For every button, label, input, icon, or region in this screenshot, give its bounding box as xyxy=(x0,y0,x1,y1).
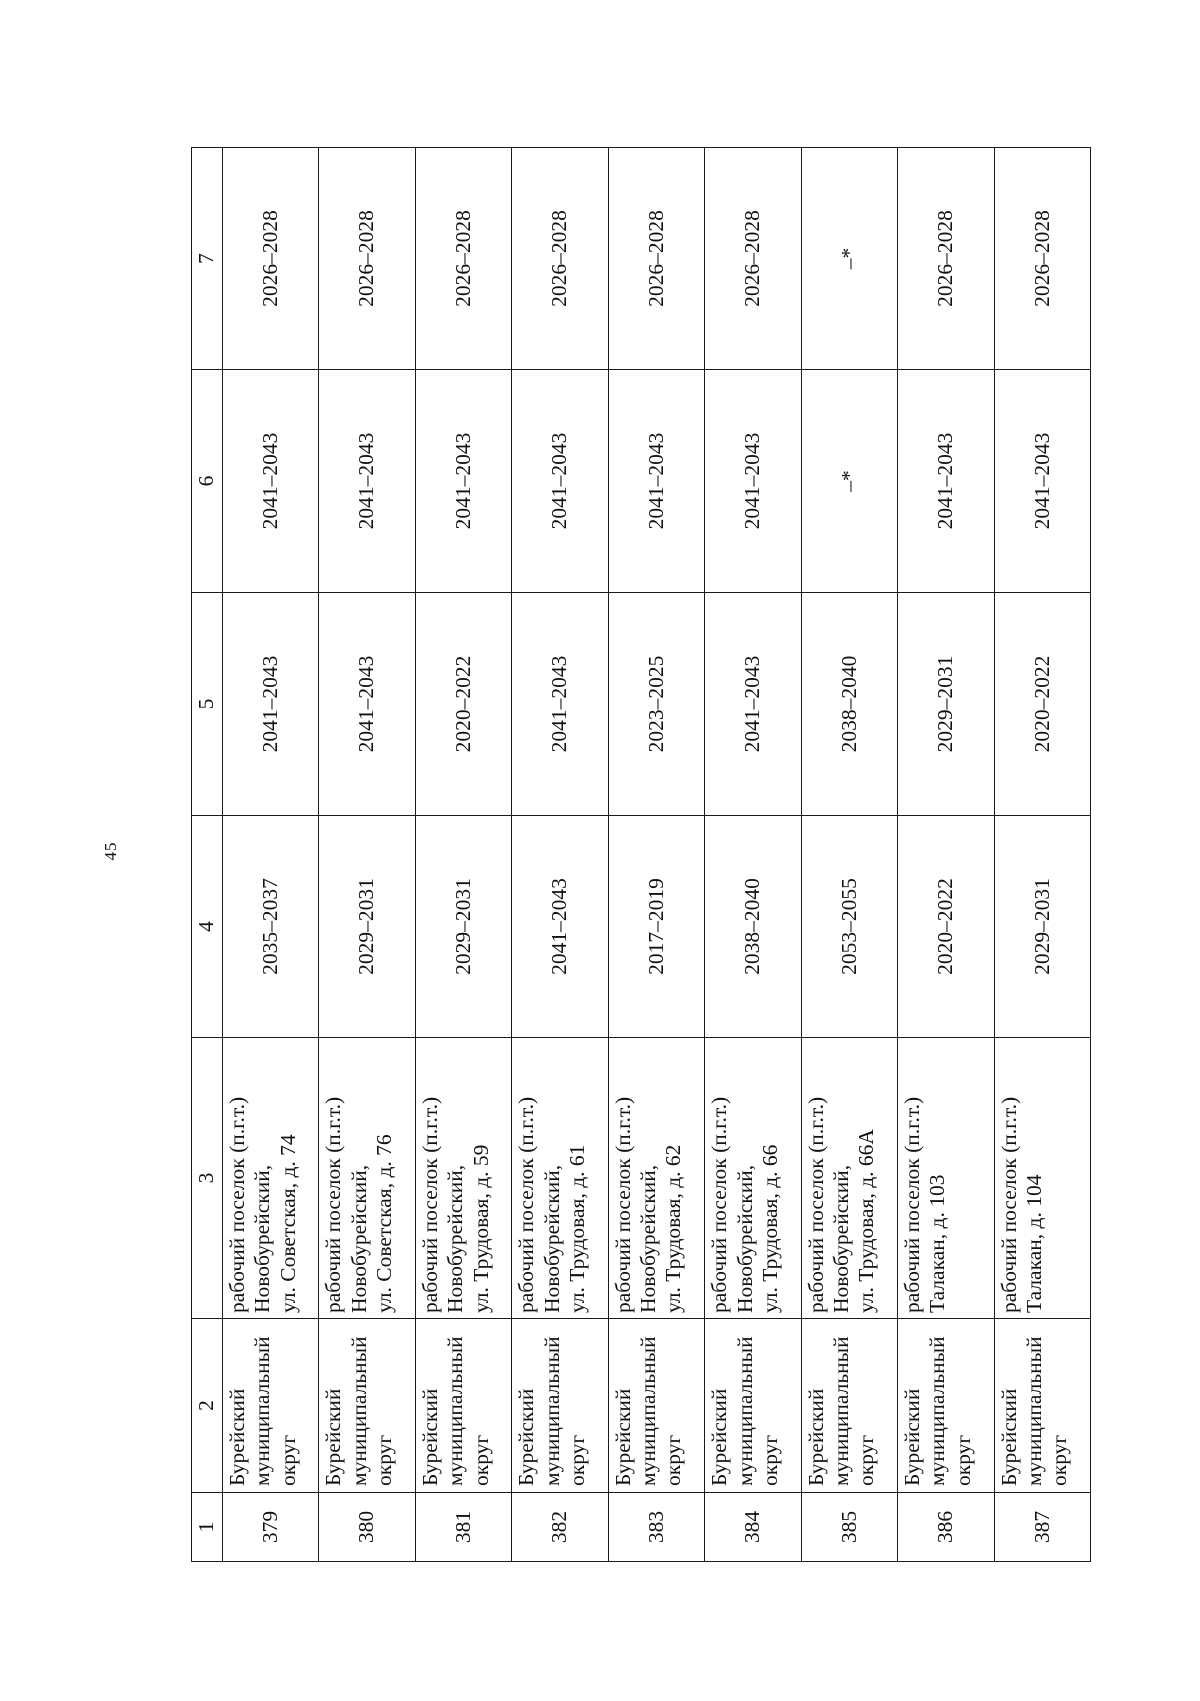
table-header xyxy=(192,148,223,1562)
table-body xyxy=(223,148,1091,1562)
address-cell xyxy=(705,1038,801,1319)
address-cell xyxy=(801,1038,897,1319)
district-cell xyxy=(319,1319,415,1493)
column-header-4: 4 xyxy=(192,816,223,1038)
address-line: Новобурейский, xyxy=(828,1164,853,1313)
period-cell-col5: 2023–2025 xyxy=(608,593,704,816)
district-cell xyxy=(512,1319,608,1493)
district-line: округ xyxy=(950,1434,975,1486)
period-cell-col4: 2029–2031 xyxy=(415,816,511,1038)
address-line: ул. Трудовая, д. 59 xyxy=(468,1144,493,1313)
address-cell xyxy=(608,1038,704,1319)
address-line: ул. Советская, д. 76 xyxy=(372,1134,397,1313)
address-line: рабочий поселок (п.г.т.) xyxy=(803,1096,828,1313)
column-header-3: 3 xyxy=(192,1038,223,1319)
address-line: Новобурейский, xyxy=(346,1164,371,1313)
address-cell xyxy=(415,1038,511,1319)
address-line: Новобурейский, xyxy=(636,1164,661,1313)
period-cell-col5: 2029–2031 xyxy=(898,593,994,816)
period-cell-col7: 2026–2028 xyxy=(994,148,1091,370)
column-header-2: 2 xyxy=(192,1319,223,1493)
period-cell-col7: 2026–2028 xyxy=(705,148,801,370)
period-cell-col6: 2041–2043 xyxy=(223,370,319,593)
address-line: Новобурейский, xyxy=(732,1164,757,1313)
row-number-cell: 381 xyxy=(415,1493,511,1562)
table-row xyxy=(223,148,319,1562)
address-line: Новобурейский, xyxy=(443,1164,468,1313)
row-number-cell: 383 xyxy=(608,1493,704,1562)
district-line: Бурейский xyxy=(996,1388,1021,1486)
district-cell xyxy=(415,1319,511,1493)
row-number-cell: 385 xyxy=(801,1493,897,1562)
period-cell-col7: –* xyxy=(801,148,897,370)
period-cell-col6: 2041–2043 xyxy=(705,370,801,593)
address-line: ул. Советская, д. 74 xyxy=(275,1134,300,1313)
period-cell-col5: 2020–2022 xyxy=(415,593,511,816)
period-cell-col6: 2041–2043 xyxy=(415,370,511,593)
district-line: муниципальный xyxy=(732,1336,757,1486)
district-line: округ xyxy=(468,1434,493,1486)
table-row xyxy=(608,148,704,1562)
period-cell-col7: 2026–2028 xyxy=(512,148,608,370)
period-cell-col5: 2038–2040 xyxy=(801,593,897,816)
table-row xyxy=(705,148,801,1562)
district-line: муниципальный xyxy=(925,1336,950,1486)
address-cell xyxy=(319,1038,415,1319)
period-cell-col6: 2041–2043 xyxy=(512,370,608,593)
district-line: муниципальный xyxy=(636,1336,661,1486)
period-cell-col4: 2017–2019 xyxy=(608,816,704,1038)
address-line: Новобурейский, xyxy=(539,1164,564,1313)
row-number-cell: 382 xyxy=(512,1493,608,1562)
district-line: муниципальный xyxy=(1021,1336,1046,1486)
district-cell xyxy=(705,1319,801,1493)
period-cell-col4: 2029–2031 xyxy=(994,816,1091,1038)
address-line: рабочий поселок (п.г.т.) xyxy=(996,1096,1021,1313)
district-line: округ xyxy=(757,1434,782,1486)
address-line: Талакан, д. 104 xyxy=(1021,1174,1046,1313)
address-line: рабочий поселок (п.г.т.) xyxy=(900,1096,925,1313)
period-cell-col4: 2038–2040 xyxy=(705,816,801,1038)
district-line: Бурейский xyxy=(417,1388,442,1486)
column-header-7: 7 xyxy=(192,148,223,370)
table-row xyxy=(319,148,415,1562)
period-cell-col5: 2041–2043 xyxy=(223,593,319,816)
address-cell xyxy=(512,1038,608,1319)
period-cell-col4: 2020–2022 xyxy=(898,816,994,1038)
district-line: Бурейский xyxy=(900,1388,925,1486)
period-cell-col7: 2026–2028 xyxy=(415,148,511,370)
address-line: рабочий поселок (п.г.т.) xyxy=(707,1096,732,1313)
address-line: ул. Трудовая, д. 66А xyxy=(854,1129,879,1313)
district-line: округ xyxy=(372,1434,397,1486)
period-cell-col5: 2041–2043 xyxy=(512,593,608,816)
registry-table xyxy=(191,147,1091,1562)
district-line: муниципальный xyxy=(443,1336,468,1486)
column-header-1: 1 xyxy=(192,1493,223,1562)
table-container xyxy=(191,148,1091,1562)
district-cell xyxy=(608,1319,704,1493)
period-cell-col6: –* xyxy=(801,370,897,593)
address-cell xyxy=(994,1038,1091,1319)
column-header-5: 5 xyxy=(192,593,223,816)
period-cell-col5: 2041–2043 xyxy=(705,593,801,816)
row-number-cell: 387 xyxy=(994,1493,1091,1562)
table-row xyxy=(512,148,608,1562)
period-cell-col4: 2041–2043 xyxy=(512,816,608,1038)
period-cell-col7: 2026–2028 xyxy=(898,148,994,370)
period-cell-col5: 2041–2043 xyxy=(319,593,415,816)
table-row xyxy=(994,148,1091,1562)
district-cell xyxy=(223,1319,319,1493)
period-cell-col6: 2041–2043 xyxy=(994,370,1091,593)
period-cell-col6: 2041–2043 xyxy=(319,370,415,593)
address-cell xyxy=(223,1038,319,1319)
address-line: рабочий поселок (п.г.т.) xyxy=(514,1096,539,1313)
address-line: рабочий поселок (п.г.т.) xyxy=(225,1096,249,1313)
district-line: округ xyxy=(275,1434,300,1486)
column-header-6: 6 xyxy=(192,370,223,593)
period-cell-col7: 2026–2028 xyxy=(608,148,704,370)
address-line: ул. Трудовая, д. 62 xyxy=(661,1144,686,1313)
address-line: рабочий поселок (п.г.т.) xyxy=(610,1096,635,1313)
district-line: Бурейский xyxy=(707,1388,732,1486)
district-cell xyxy=(801,1319,897,1493)
row-number-cell: 379 xyxy=(223,1493,319,1562)
row-number-cell: 380 xyxy=(319,1493,415,1562)
address-line: рабочий поселок (п.г.т.) xyxy=(417,1096,442,1313)
period-cell-col7: 2026–2028 xyxy=(223,148,319,370)
district-line: округ xyxy=(854,1434,879,1486)
address-line: ул. Трудовая, д. 61 xyxy=(565,1144,590,1313)
district-line: округ xyxy=(565,1434,590,1486)
period-cell-col4: 2029–2031 xyxy=(319,816,415,1038)
district-line: Бурейский xyxy=(321,1388,346,1486)
address-line: Новобурейский, xyxy=(250,1164,275,1313)
district-line: муниципальный xyxy=(828,1336,853,1486)
period-cell-col7: 2026–2028 xyxy=(319,148,415,370)
district-line: муниципальный xyxy=(250,1336,275,1486)
rotated-table-frame xyxy=(191,148,1091,1562)
address-line: Талакан, д. 103 xyxy=(925,1174,950,1313)
table-row xyxy=(415,148,511,1562)
district-line: Бурейский xyxy=(803,1388,828,1486)
header-row xyxy=(192,148,223,1562)
district-cell xyxy=(898,1319,994,1493)
table-row xyxy=(801,148,897,1562)
row-number-cell: 384 xyxy=(705,1493,801,1562)
district-line: муниципальный xyxy=(346,1336,371,1486)
district-line: округ xyxy=(661,1434,686,1486)
page-number: 45 xyxy=(101,841,120,861)
district-cell xyxy=(994,1319,1091,1493)
period-cell-col6: 2041–2043 xyxy=(608,370,704,593)
district-line: Бурейский xyxy=(610,1388,635,1486)
district-line: Бурейский xyxy=(514,1388,539,1486)
district-line: муниципальный xyxy=(539,1336,564,1486)
table-row xyxy=(898,148,994,1562)
address-cell xyxy=(898,1038,994,1319)
period-cell-col5: 2020–2022 xyxy=(994,593,1091,816)
address-line: рабочий поселок (п.г.т.) xyxy=(321,1096,346,1313)
row-number-cell: 386 xyxy=(898,1493,994,1562)
period-cell-col4: 2053–2055 xyxy=(801,816,897,1038)
period-cell-col4: 2035–2037 xyxy=(223,816,319,1038)
period-cell-col6: 2041–2043 xyxy=(898,370,994,593)
address-line: ул. Трудовая, д. 66 xyxy=(757,1144,782,1313)
district-line: Бурейский xyxy=(225,1388,249,1486)
district-line: округ xyxy=(1047,1434,1072,1486)
